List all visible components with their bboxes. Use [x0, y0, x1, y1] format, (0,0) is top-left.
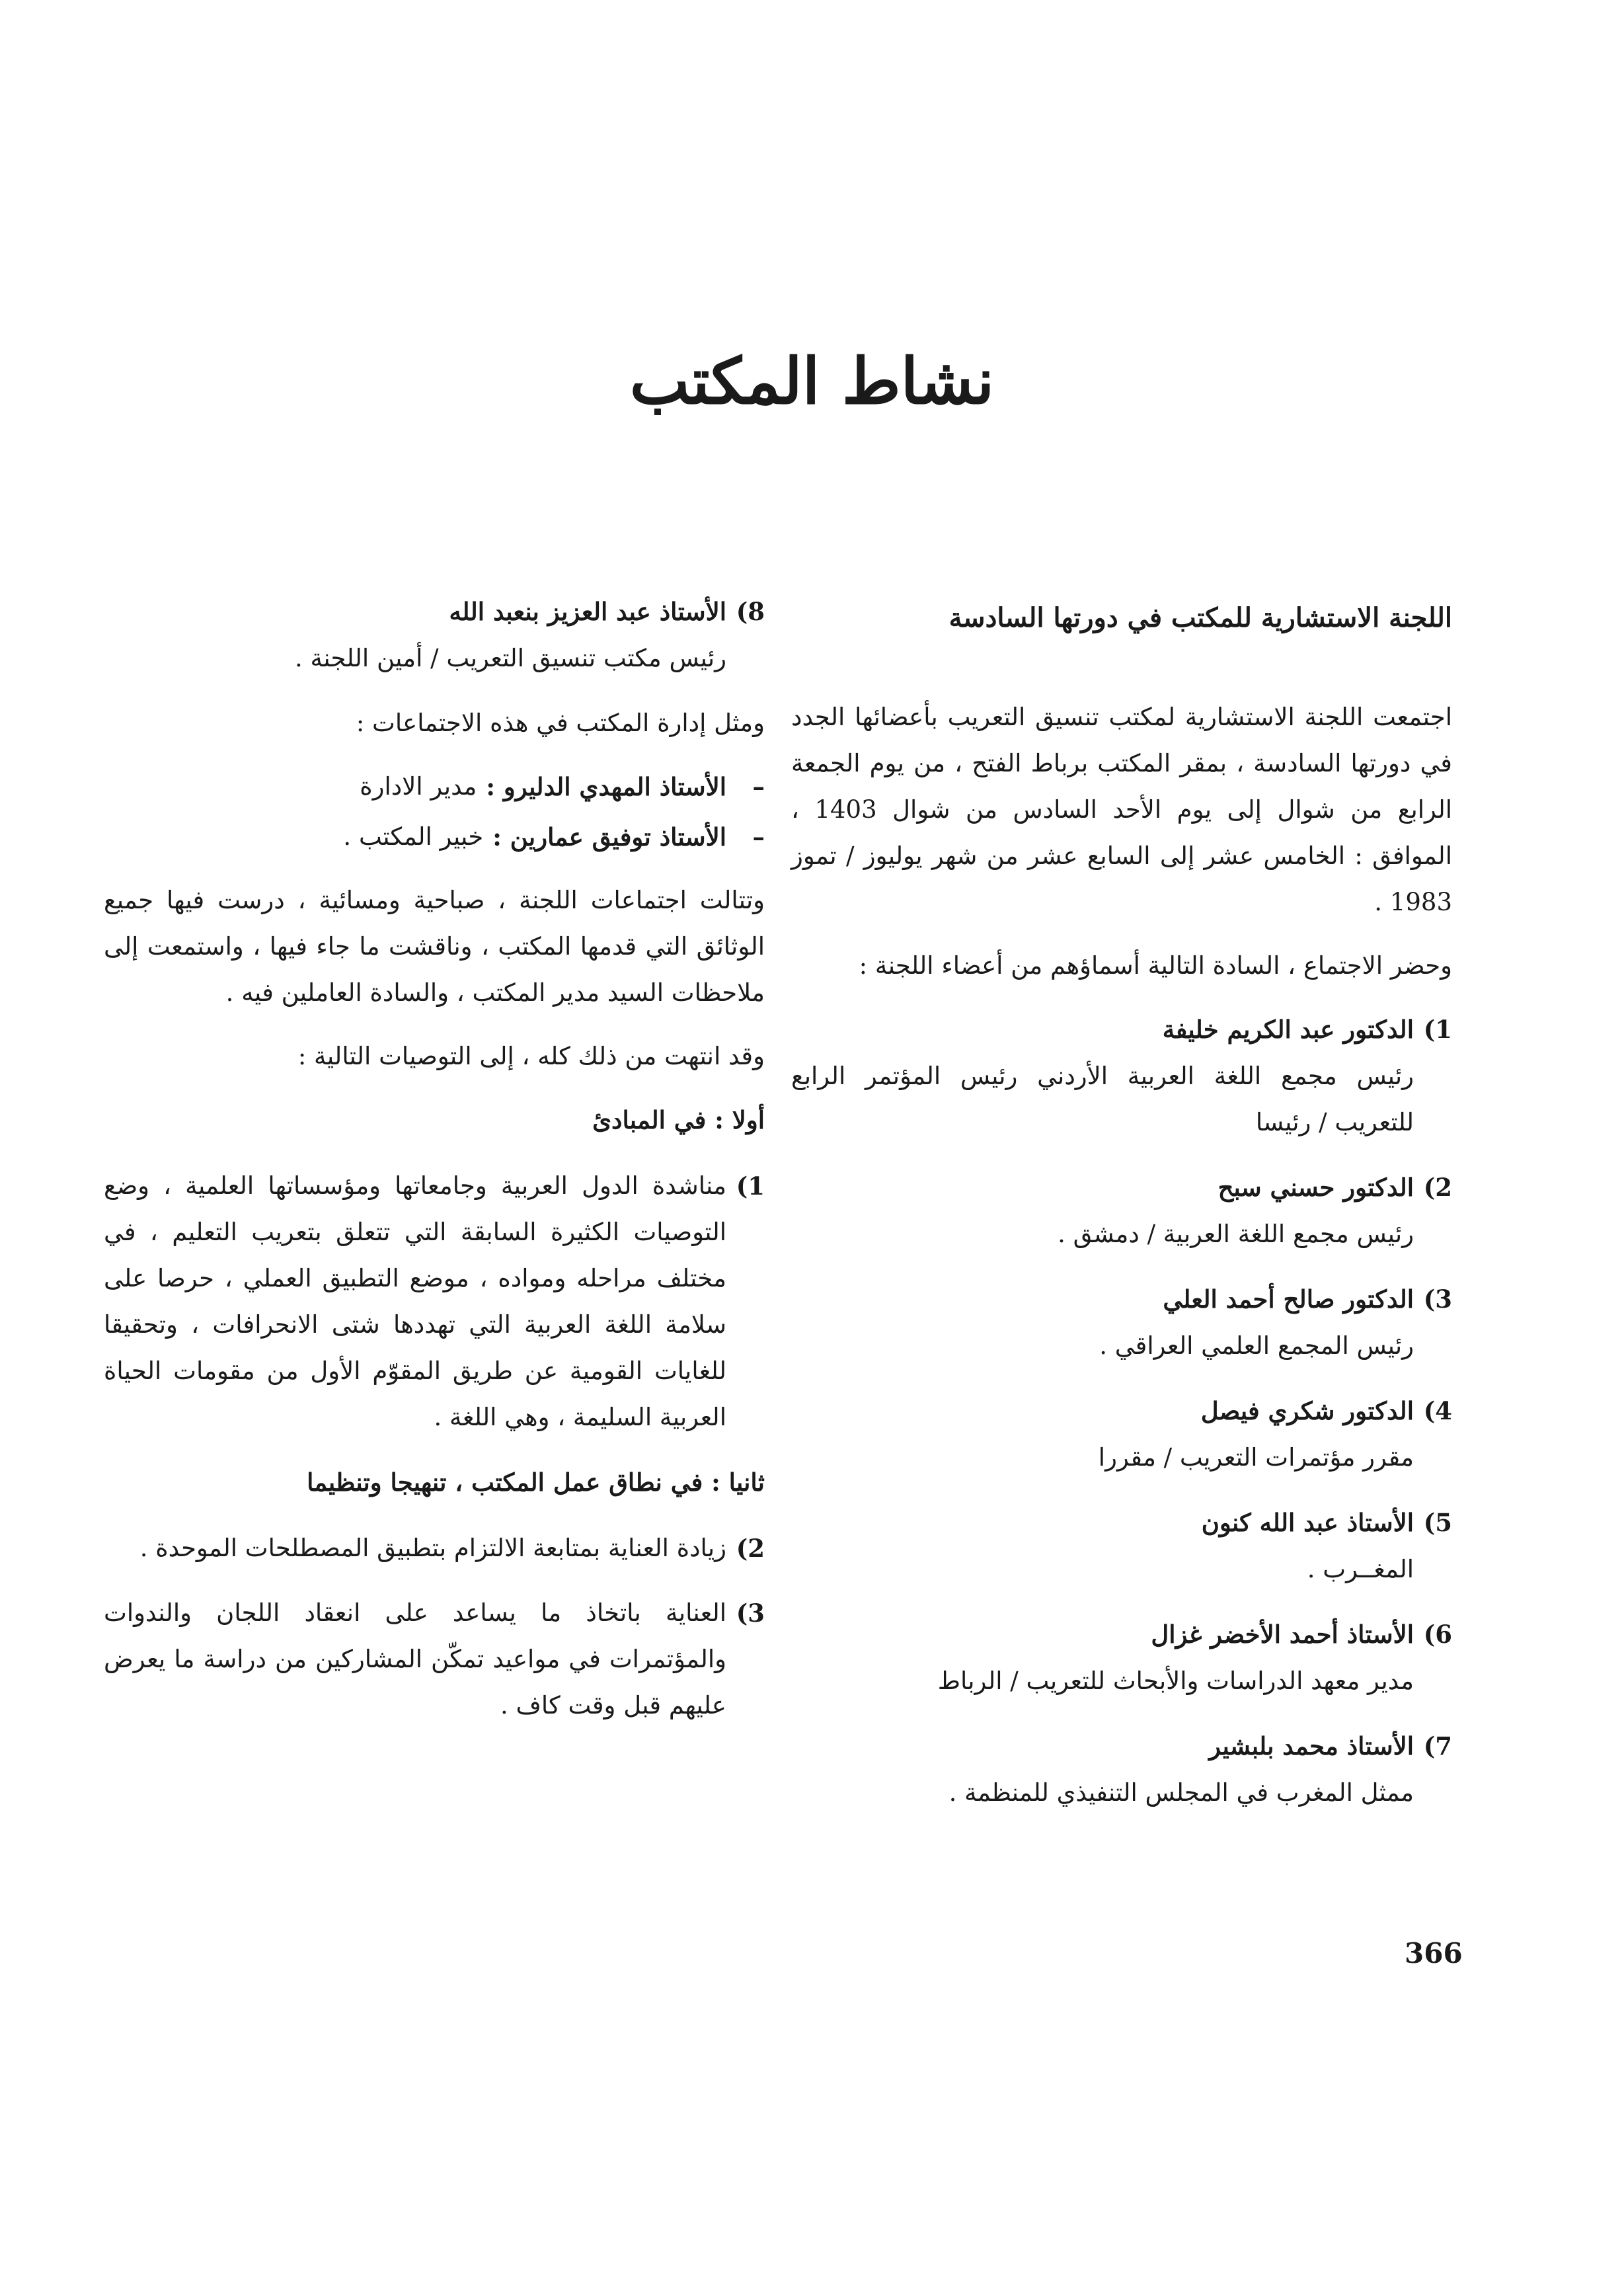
member-name: الأستاذ عبد العزيز بنعبد الله	[449, 597, 726, 626]
recommendation-item	[104, 1525, 765, 1571]
recommendation-number: 1)	[736, 1171, 765, 1201]
page-title: نشاط المكتب	[629, 344, 995, 418]
staff-dash: –	[752, 772, 765, 801]
member-name: الأستاذ أحمد الأخضر غزال	[1151, 1620, 1414, 1649]
recommendation-text: العناية باتخاذ ما يساعد على انعقاد اللجان والندوات والمؤتمرات في مواعيد تمكّن المشاركين من دراسة ما يعرض عليهم قبل وقت كاف .	[104, 1599, 726, 1720]
member-item	[791, 1164, 1452, 1257]
member-role: مقرر مؤتمرات التعريب / مقررا	[1098, 1443, 1414, 1472]
member-name: الدكتور عبد الكريم خليفة	[1162, 1015, 1414, 1044]
recommendation-item	[104, 1590, 765, 1729]
administration-intro: ومثل إدارة المكتب في هذه الاجتماعات :	[356, 709, 765, 737]
left-column	[104, 588, 765, 1747]
member-item	[791, 1006, 1452, 1146]
member-number: 6)	[1423, 1620, 1452, 1649]
member-role: رئيس مجمع اللغة العربية / دمشق .	[1058, 1220, 1414, 1248]
member-item	[104, 588, 765, 682]
intro-paragraph: اجتمعت اللجنة الاستشارية لمكتب تنسيق التعريب بأعضائها الجدد في دورتها السادسة ، بمقر المكتب برباط الفتح ، من يوم الجمعة الرابع من شوال إلى يوم الأحد السادس من شوال 1403 ، الموافق : الخامس عشر إلى السابع عشر من شهر يوليوز / تموز 1983 .	[791, 703, 1452, 916]
staff-role: خبير المكتب .	[343, 822, 484, 851]
scope-heading: ثانيا : في نطاق عمل المكتب ، تنهيجا وتنظيما	[307, 1468, 765, 1497]
member-item	[791, 1499, 1452, 1593]
conclusion-paragraph: وقد انتهت من ذلك كله ، إلى التوصيات التالية :	[297, 1042, 765, 1070]
member-name: الأستاذ عبد الله كنون	[1201, 1508, 1414, 1537]
member-role: ممثل المغرب في المجلس التنفيذي للمنظمة .	[948, 1778, 1414, 1807]
member-role: رئيس مجمع اللغة العربية الأردني رئيس المؤتمر الرابع للتعريب / رئيسا	[791, 1062, 1414, 1136]
member-item	[791, 1276, 1452, 1369]
staff-item	[104, 814, 765, 860]
member-number: 7)	[1423, 1731, 1452, 1761]
page-number: 366	[1405, 1937, 1463, 1969]
staff-item	[104, 764, 765, 810]
principles-heading: أولا : في المبادئ	[592, 1105, 765, 1134]
member-name: الأستاذ محمد بلبشير	[1209, 1731, 1414, 1761]
recommendation-item	[104, 1163, 765, 1441]
member-name: الدكتور شكري فيصل	[1200, 1396, 1414, 1425]
member-number: 4)	[1423, 1396, 1452, 1425]
recommendation-text: زيادة العناية بمتابعة الالتزام بتطبيق المصطلحات الموحدة .	[139, 1534, 726, 1562]
member-name: الدكتور حسني سبح	[1218, 1173, 1414, 1202]
member-role: رئيس مكتب تنسيق التعريب / أمين اللجنة .	[294, 644, 726, 672]
member-item	[791, 1723, 1452, 1816]
staff-dash: –	[752, 822, 765, 851]
member-number: 3)	[1423, 1285, 1452, 1314]
member-number: 5)	[1423, 1508, 1452, 1537]
section-heading: اللجنة الاستشارية للمكتب في دورتها السادسة	[948, 602, 1452, 633]
recommendation-text: مناشدة الدول العربية وجامعاتها ومؤسساتها العلمية ، وضع التوصيات الكثيرة السابقة التي تتعلق بتعريب التعليم ، في مختلف مراحله ومواده ، موضع التطبيق العملي ، حرصا على سلامة اللغة العربية التي تهددها شتى الانحرافات ، وتحقيقا للغايات القومية عن طريق المقوّم الأول من مقومات الحياة العربية السليمة ، وهي اللغة .	[104, 1171, 726, 1431]
member-item	[791, 1388, 1452, 1481]
staff-name: الأستاذ توفيق عمارين :	[492, 822, 726, 851]
recommendation-number: 3)	[736, 1599, 765, 1628]
member-number: 8)	[736, 597, 765, 626]
member-name: الدكتور صالح أحمد العلي	[1163, 1285, 1414, 1314]
member-number: 2)	[1423, 1173, 1452, 1202]
member-number: 1)	[1423, 1015, 1452, 1044]
member-item	[791, 1611, 1452, 1704]
staff-role: مدير الادارة	[360, 772, 477, 801]
right-column	[791, 588, 1452, 1835]
member-role: المغــرب .	[1307, 1555, 1414, 1583]
attendance-paragraph: وحضر الاجتماع ، السادة التالية أسماؤهم من أعضاء اللجنة :	[859, 951, 1452, 980]
staff-name: الأستاذ المهدي الدليرو :	[486, 772, 726, 801]
meetings-paragraph: وتتالت اجتماعات اللجنة ، صباحية ومسائية ، درست فيها جميع الوثائق التي قدمها المكتب ، وناقشت ما جاء فيها ، واستمعت إلى ملاحظات السيد مدير المكتب ، والسادة العاملين فيه .	[104, 886, 765, 1007]
member-role: رئيس المجمع العلمي العراقي .	[1099, 1331, 1414, 1360]
recommendation-number: 2)	[736, 1534, 765, 1563]
member-role: مدير معهد الدراسات والأبحاث للتعريب / الرباط	[937, 1667, 1414, 1695]
